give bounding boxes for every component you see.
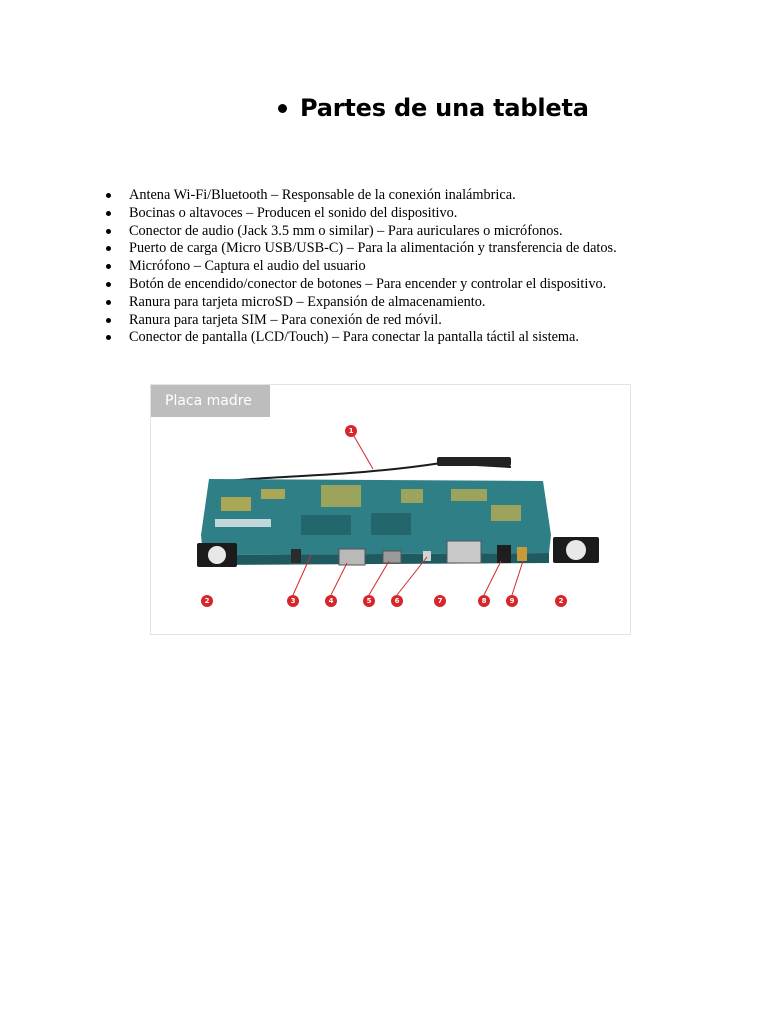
list-item-text: Ranura para tarjeta microSD – Expansión de almacenamiento. (129, 293, 486, 310)
marker-9 (506, 595, 518, 607)
marker-2-right (555, 595, 567, 607)
marker-6 (391, 595, 403, 607)
bullet-icon (106, 246, 111, 251)
list-item-text: Conector de audio (Jack 3.5 mm o similar) – Para auriculares o micrófonos. (129, 222, 563, 239)
marker-label: 5 (366, 597, 372, 605)
marker-label: 7 (437, 597, 443, 605)
pcb-chip (371, 513, 411, 535)
list-item-text: Ranura para tarjeta SIM – Para conexión de red móvil. (129, 311, 442, 328)
connector (447, 541, 481, 563)
list-item (104, 294, 617, 312)
title-bullet (278, 104, 287, 113)
list-item-text: Botón de encendido/conector de botones – Para encender y controlar el dispositivo. (129, 275, 607, 292)
list-item (104, 276, 617, 294)
parts-list (104, 187, 617, 347)
speaker-membrane (566, 540, 586, 560)
motherboard-illustration (151, 385, 631, 635)
bullet-icon (106, 264, 111, 269)
marker-label: 1 (348, 427, 354, 435)
connector (497, 545, 511, 563)
marker-label: 6 (394, 597, 400, 605)
title-block (278, 94, 589, 122)
list-item-text: Puerto de carga (Micro USB/USB-C) – Para la alimentación y transferencia de datos. (129, 240, 617, 257)
list-item (104, 187, 617, 205)
marker-label: 9 (509, 597, 515, 605)
marker-label: 2 (558, 597, 564, 605)
bullet-icon (106, 193, 111, 198)
figure-tab-label: Placa madre (151, 385, 270, 417)
connector (383, 551, 401, 563)
pcb-pad (401, 489, 423, 503)
marker-label: 2 (204, 597, 210, 605)
bullet-icon (106, 318, 111, 323)
marker-label: 8 (481, 597, 487, 605)
pcb-pad (321, 485, 361, 507)
bullet-icon (106, 282, 111, 287)
marker-5 (363, 595, 375, 607)
bullet-icon (106, 300, 111, 305)
list-item-text: Conector de pantalla (LCD/Touch) – Para conectar la pantalla táctil al sistema. (129, 329, 579, 346)
marker-label: 3 (290, 597, 296, 605)
list-item (104, 258, 617, 276)
connector (517, 547, 527, 561)
motherboard-figure (150, 384, 631, 635)
connector (423, 551, 431, 561)
pcb-pad (491, 505, 521, 521)
marker-1 (345, 425, 357, 437)
leader-line (351, 431, 373, 469)
bullet-icon (106, 335, 111, 340)
list-item-text: Micrófono – Captura el audio del usuario (129, 258, 366, 275)
marker-label: 4 (328, 597, 334, 605)
speaker-membrane (208, 546, 226, 564)
bullet-icon (106, 211, 111, 216)
marker-2 (201, 595, 213, 607)
connector (291, 549, 301, 563)
list-item (104, 240, 617, 258)
list-item (104, 312, 617, 330)
pcb-pad (451, 489, 487, 501)
connector (339, 549, 365, 565)
list-item-text: Bocinas o altavoces – Producen el sonido del dispositivo. (129, 204, 458, 221)
list-item-text: Antena Wi-Fi/Bluetooth – Responsable de la conexión inalámbrica. (129, 187, 516, 203)
list-item (104, 329, 617, 347)
marker-8 (478, 595, 490, 607)
pcb-label (215, 519, 271, 527)
marker-4 (325, 595, 337, 607)
list-item (104, 223, 617, 241)
marker-7 (434, 595, 446, 607)
bullet-icon (106, 229, 111, 234)
antenna-module (437, 457, 511, 466)
list-item (104, 205, 617, 223)
page-title: Partes de una tableta (300, 94, 589, 122)
marker-3 (287, 595, 299, 607)
pcb-chip (301, 515, 351, 535)
pcb-pad (261, 489, 285, 499)
pcb-pad (221, 497, 251, 511)
